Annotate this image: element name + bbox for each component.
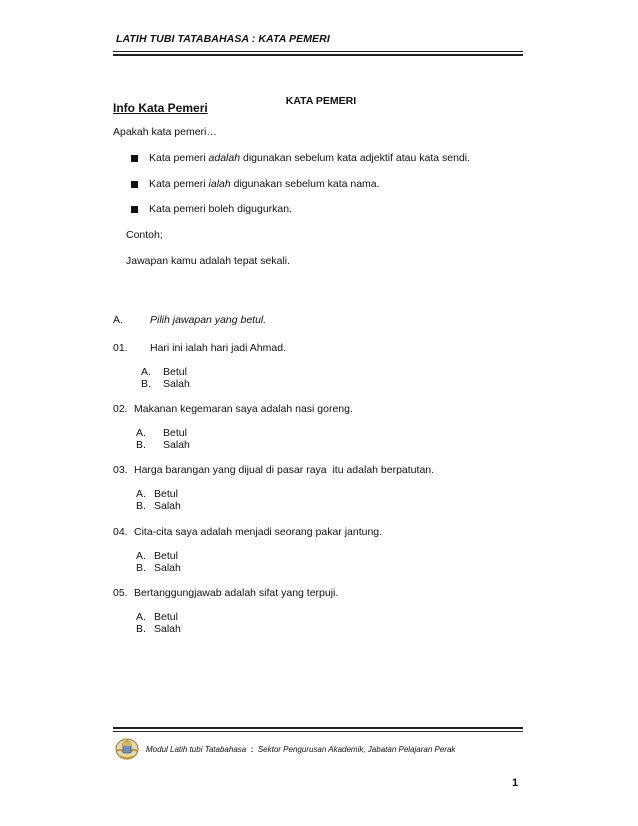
question-text: Bertanggungjawab adalah sifat yang terpuji. <box>134 587 339 599</box>
option-text: Salah <box>163 439 190 451</box>
bullet-item: Kata pemeri ialah digunakan sebelum kata nama. <box>149 178 380 190</box>
exercise-label: A. <box>113 314 123 326</box>
option-letter: A. <box>136 488 146 500</box>
option-text: Betul <box>154 611 178 623</box>
question-text: Makanan kegemaran saya adalah nasi goreng. <box>134 403 353 415</box>
option-letter: B. <box>136 562 146 574</box>
section-heading: Info Kata Pemeri <box>113 101 208 115</box>
bullet-item: Kata pemeri boleh digugurkan. <box>149 203 293 215</box>
question-text: Hari ini ialah hari jadi Ahmad. <box>150 342 286 354</box>
header-rule <box>113 51 523 52</box>
page-number: 1 <box>512 777 519 789</box>
option-text: Betul <box>154 488 178 500</box>
header-rule-thick <box>113 54 523 56</box>
option-letter: A. <box>141 366 151 378</box>
option-text: Salah <box>154 500 181 512</box>
question-text: Cita-cita saya adalah menjadi seorang pakar jantung. <box>134 526 383 538</box>
option-letter: B. <box>136 623 146 635</box>
option-text: Betul <box>163 427 187 439</box>
example-sentence: Jawapan kamu adalah tepat sekali. <box>126 255 291 267</box>
option-text: Salah <box>154 562 181 574</box>
question-number: 01. <box>113 342 128 354</box>
question-text: Harga barangan yang dijual di pasar raya itu adalah berpatutan. <box>134 464 435 476</box>
option-text: Salah <box>154 623 181 635</box>
option-letter: B. <box>136 500 146 512</box>
footer-rule <box>113 731 523 732</box>
option-letter: A. <box>136 427 146 439</box>
question-number: 04. <box>113 526 128 538</box>
option-letter: B. <box>136 439 146 451</box>
question-number: 05. <box>113 587 128 599</box>
footer-rule-thick <box>113 727 523 729</box>
option-text: Betul <box>163 366 187 378</box>
state-crest-icon <box>114 736 140 762</box>
bullet-square-icon <box>131 155 138 162</box>
option-letter: A. <box>136 550 146 562</box>
bullet-square-icon <box>131 206 138 213</box>
option-text: Betul <box>154 550 178 562</box>
question-number: 03. <box>113 464 128 476</box>
bullet-square-icon <box>131 181 138 188</box>
example-label: Contoh; <box>126 229 163 241</box>
intro-text: Apakah kata pemeri… <box>113 126 217 138</box>
question-number: 02. <box>113 403 128 415</box>
document-title: KATA PEMERI <box>285 95 357 107</box>
option-text: Salah <box>163 378 190 390</box>
footer-credit: Modul Latih tubi Tatabahasa : Sektor Pengurusan Akademik, Jabatan Pelajaran Perak <box>146 745 456 754</box>
option-letter: B. <box>141 378 151 390</box>
header-title: LATIH TUBI TATABAHASA : KATA PEMERI <box>116 33 330 45</box>
exercise-instruction: Pilih jawapan yang betul. <box>150 314 267 326</box>
bullet-item: Kata pemeri adalah digunakan sebelum kata adjektif atau kata sendi. <box>149 152 471 164</box>
option-letter: A. <box>136 611 146 623</box>
